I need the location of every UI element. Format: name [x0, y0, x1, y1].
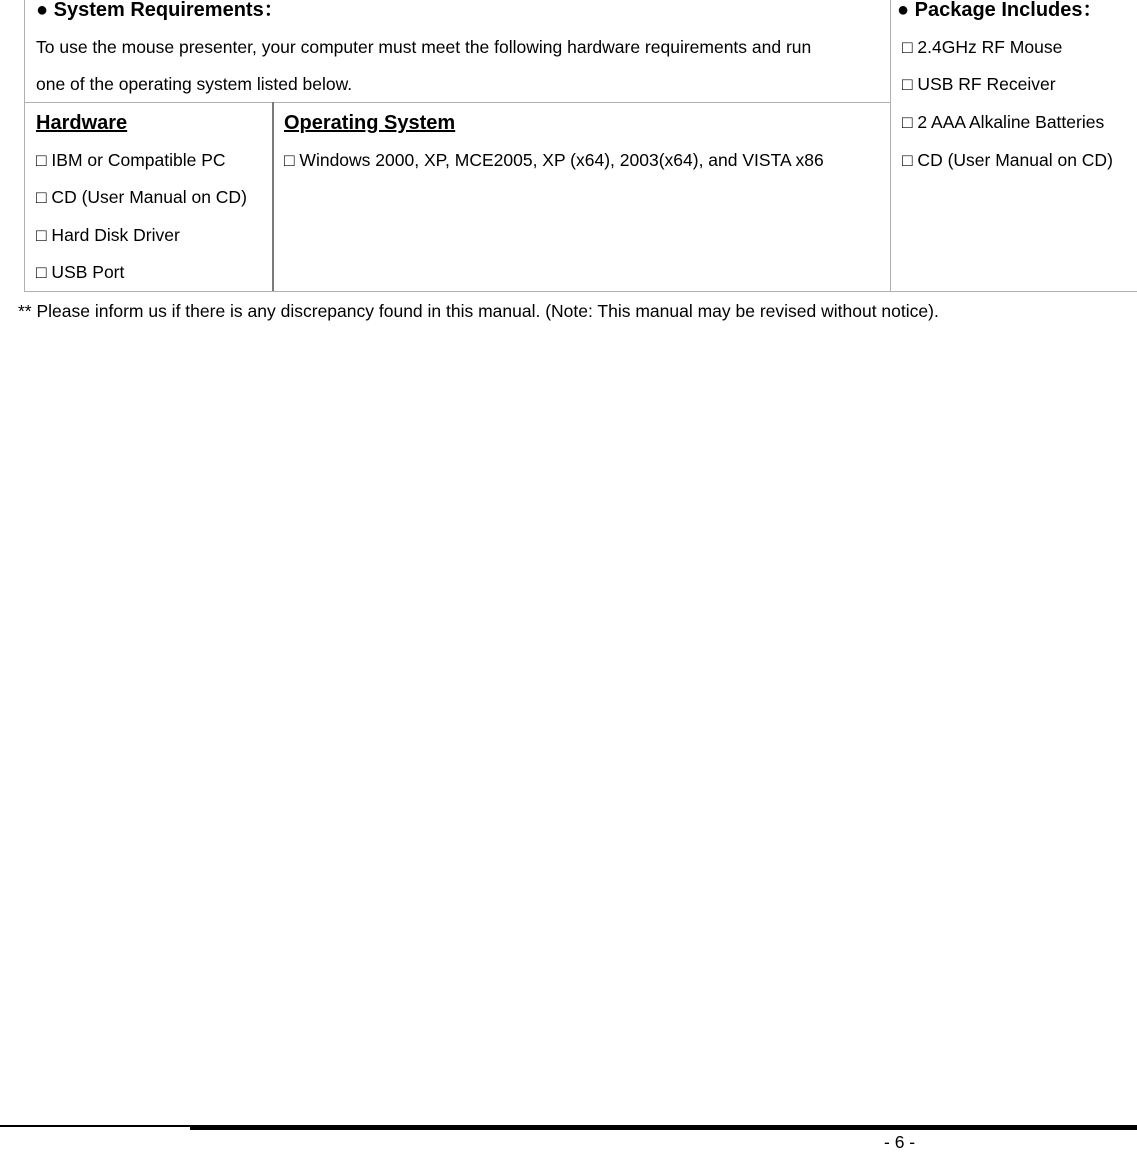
system-requirements-intro-line2: one of the operating system listed below.	[36, 74, 353, 94]
hardware-item: □ IBM or Compatible PC	[36, 150, 226, 170]
table-bottom-border	[24, 291, 1137, 292]
package-item: □ USB RF Receiver	[902, 74, 1056, 94]
operating-system-item: □ Windows 2000, XP, MCE2005, XP (x64), 2003(x64), and VISTA x86	[284, 150, 824, 170]
page-number: - 6 -	[884, 1132, 916, 1152]
footer-rule-thick	[190, 1127, 1137, 1130]
requirements-table	[24, 0, 1137, 292]
operating-system-heading: Operating System	[284, 112, 456, 134]
package-item: □ CD (User Manual on CD)	[902, 150, 1113, 170]
package-includes-heading: ● Package Includes：	[897, 0, 1103, 21]
system-requirements-heading: ● System Requirements：	[36, 0, 284, 21]
column-divider-main	[890, 0, 891, 292]
hardware-item: □ Hard Disk Driver	[36, 225, 180, 245]
package-item: □ 2 AAA Alkaline Batteries	[902, 112, 1105, 132]
column-divider-hardware	[272, 102, 274, 292]
hardware-item: □ USB Port	[36, 262, 125, 282]
table-left-border	[24, 0, 25, 292]
system-requirements-intro-line1: To use the mouse presenter, your computer must meet the following hardware requirements and run	[36, 37, 812, 57]
discrepancy-note: ** Please inform us if there is any discrepancy found in this manual. (Note: This manual may be revised without notice).	[18, 301, 939, 321]
hardware-heading: Hardware	[36, 112, 128, 134]
row-divider	[24, 102, 890, 103]
hardware-item: □ CD (User Manual on CD)	[36, 187, 247, 207]
package-item: □ 2.4GHz RF Mouse	[902, 37, 1063, 57]
